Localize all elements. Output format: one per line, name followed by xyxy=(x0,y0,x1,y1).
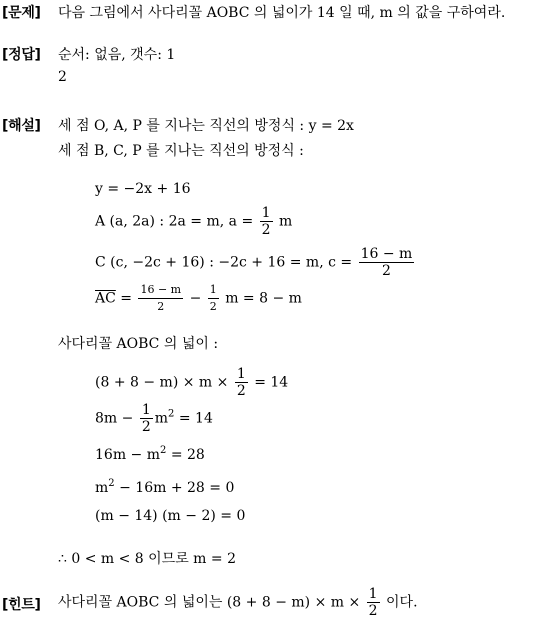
answer-value: 2 xyxy=(58,69,67,85)
eq3-left: C (c, −2c + 16) : −2c + 16 = m, c = xyxy=(95,254,353,271)
eq4-denominator-2: 2 xyxy=(209,300,217,313)
equation-area xyxy=(95,366,288,399)
eq6-right: = 14 xyxy=(178,410,213,427)
hint-denominator: 2 xyxy=(368,603,378,619)
eq8-right: − 16m + 28 = 0 xyxy=(119,480,235,496)
eq4-ac: $\overline{AC}$ xyxy=(95,290,116,307)
hint-text-right: 이다. xyxy=(386,594,418,611)
eq2-right: m xyxy=(279,213,293,230)
hint-label: [힌트] xyxy=(2,597,41,613)
eq4-numerator-1: 16 − m xyxy=(138,282,183,299)
eq8-exponent: 2 xyxy=(108,478,115,489)
eq4-fraction-2 xyxy=(208,282,219,315)
equation-simplify xyxy=(95,445,205,463)
equation-expand xyxy=(95,402,213,435)
hint-fraction xyxy=(367,586,380,619)
eq2-numerator: 1 xyxy=(261,205,271,221)
eq4-numerator-2: 1 xyxy=(208,282,219,299)
equation-point-c xyxy=(95,246,416,279)
answer-label: [정답] xyxy=(2,47,41,63)
eq5-denominator: 2 xyxy=(236,383,246,399)
solution-label: [해설] xyxy=(2,118,41,134)
eq6-numerator: 1 xyxy=(141,402,151,418)
eq6-left: 8m − xyxy=(95,410,134,427)
eq5-right: = 14 xyxy=(254,374,289,391)
eq6-mid: m xyxy=(154,410,169,427)
eq4-denominator-1: 2 xyxy=(157,300,165,313)
eq6-denominator: 2 xyxy=(141,419,151,435)
solution-line-2: 세 점 B, C, P 를 지나는 직선의 방정식 : xyxy=(58,143,304,159)
equation-point-a xyxy=(95,205,292,238)
eq7-left: 16m − m xyxy=(95,447,160,463)
hint-text xyxy=(58,586,418,619)
eq2-fraction xyxy=(260,205,273,238)
eq5-left: (8 + 8 − m) × m × xyxy=(95,374,229,391)
eq4-right: m = 8 − m xyxy=(225,290,302,307)
eq3-fraction xyxy=(359,246,415,279)
eq6-fraction xyxy=(140,402,153,435)
conclusion: ∴ 0 < m < 8 이므로 m = 2 xyxy=(58,551,236,567)
equation-line-bc: y = −2x + 16 xyxy=(95,181,191,197)
equation-factored: (m − 14) (m − 2) = 0 xyxy=(95,508,246,524)
eq2-left: A (a, 2a) : 2a = m, a = xyxy=(95,213,254,230)
eq3-denominator: 2 xyxy=(381,263,391,279)
eq5-numerator: 1 xyxy=(236,366,246,382)
hint-text-left: 사다리꼴 AOBC 의 넓이는 (8 + 8 − m) × m × xyxy=(58,594,361,611)
solution-line-1: 세 점 O, A, P 를 지나는 직선의 방정식 : y = 2x xyxy=(58,118,354,134)
answer-line-1: 순서: 없음, 갯수: 1 xyxy=(58,47,176,63)
eq4-fraction-1 xyxy=(138,282,183,315)
equation-quadratic xyxy=(95,478,234,496)
eq5-fraction xyxy=(235,366,248,399)
eq4-eq: = xyxy=(120,290,133,307)
eq7-right: = 28 xyxy=(170,447,205,463)
eq7-exponent: 2 xyxy=(160,445,167,456)
eq2-denominator: 2 xyxy=(261,222,271,238)
problem-label: [문제] xyxy=(2,5,41,21)
eq3-numerator: 16 − m xyxy=(360,246,413,262)
area-label: 사다리꼴 AOBC 의 넓이 : xyxy=(58,336,219,352)
eq4-minus: − xyxy=(189,290,202,307)
eq6-exponent: 2 xyxy=(168,408,175,420)
eq8-left: m xyxy=(95,480,109,496)
equation-ac-length xyxy=(95,282,302,315)
hint-numerator: 1 xyxy=(368,586,378,602)
problem-text: 다음 그림에서 사다리꼴 AOBC 의 넓이가 14 일 때, m 의 값을 구하여라. xyxy=(58,5,506,21)
